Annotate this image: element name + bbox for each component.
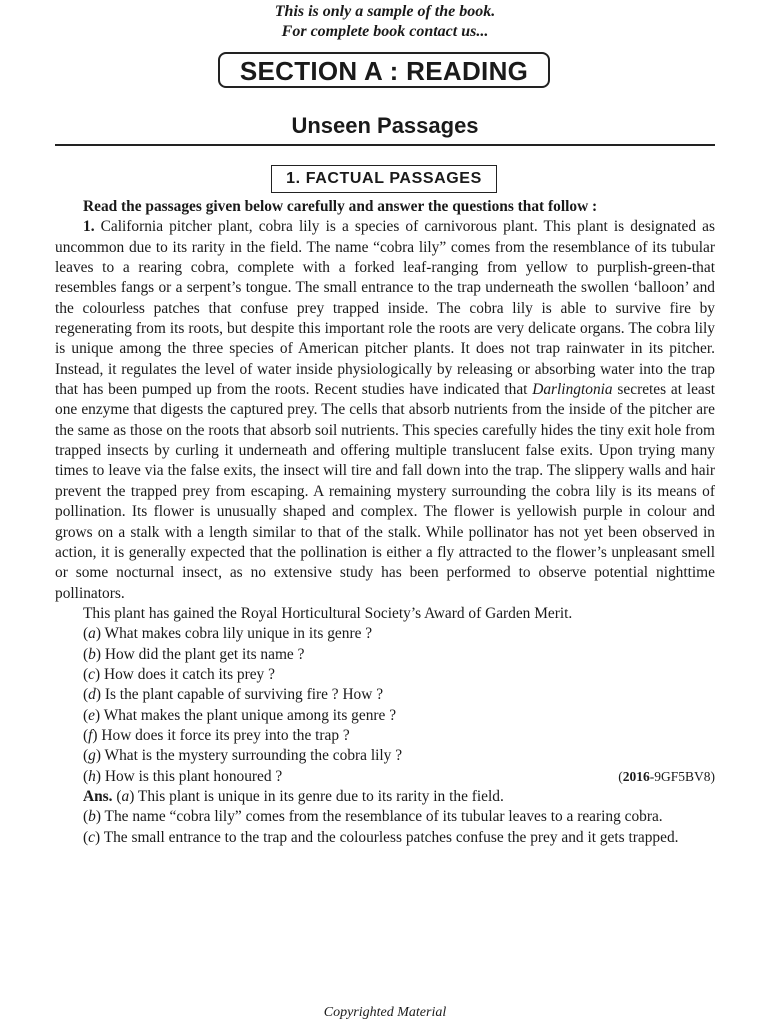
answer-text: The name “cobra lily” comes from the resemblance of its tubular leaves to a rearing cobra. <box>100 808 663 826</box>
question-e: (e) What makes the plant unique among its genre ? <box>83 706 397 724</box>
answer-letter: a <box>121 787 130 805</box>
answer-c: (c) The small entrance to the trap and the colourless patches confuse the prey and it gets trapped. <box>83 828 679 846</box>
question-code-year: 2016 <box>622 768 650 784</box>
document-body <box>55 197 715 848</box>
question-code: (2016-9GF5BV8) <box>618 768 715 784</box>
question-text: Is the plant capable of surviving fire ? How ? <box>100 686 384 704</box>
question-b: (b) How did the plant get its name ? <box>83 645 305 663</box>
question-text: How does it force its prey into the trap ? <box>97 726 350 744</box>
question-text: What is the mystery surrounding the cobra lily ? <box>100 747 403 765</box>
answer-b: (b) The name “cobra lily” comes from the resemblance of its tubular leaves to a rearing cobra. <box>83 808 663 826</box>
question-letter: a <box>88 625 96 643</box>
answer-letter: b <box>88 808 96 826</box>
passage-paragraph <box>55 217 715 604</box>
question-code-id: -9GF5BV8 <box>649 768 711 784</box>
question-text: How did the plant get its name ? <box>100 645 305 663</box>
divider <box>55 144 715 146</box>
sample-notice-line1: This is only a sample of the book. <box>274 3 496 20</box>
question-a: (a) What makes cobra lily unique in its genre ? <box>83 625 373 643</box>
answer-a: Ans. (a) This plant is unique in its genre due to its rarity in the field. <box>83 787 504 805</box>
question-g: (g) What is the mystery surrounding the cobra lily ? <box>83 747 403 765</box>
question-letter: f <box>88 726 93 744</box>
question-c: (c) How does it catch its prey ? <box>83 665 275 683</box>
page-subtitle: Unseen Passages <box>291 113 479 138</box>
passage-number: 1. <box>83 218 95 236</box>
question-text: How does it catch its prey ? <box>100 665 275 683</box>
passage-italic-term: Darlingtonia <box>532 381 613 399</box>
question-letter: b <box>88 645 96 663</box>
question-letter: g <box>88 747 96 765</box>
question-h: (h) How is this plant honoured ? (2016-9GF5BV8) <box>55 767 715 787</box>
subsection-title: 1. FACTUAL PASSAGES <box>271 165 497 193</box>
passage-closing: This plant has gained the Royal Horticultural Society’s Award of Garden Merit. <box>83 604 573 622</box>
section-title: SECTION A : READING <box>218 52 550 88</box>
instruction-text: Read the passages given below carefully and answer the questions that follow : <box>83 198 598 215</box>
question-text: What makes cobra lily unique in its genre ? <box>100 625 373 643</box>
question-f: (f) How does it force its prey into the trap ? <box>83 726 350 744</box>
answer-text: The small entrance to the trap and the colourless patches confuse the prey and it gets trapped. <box>100 828 679 846</box>
question-letter: c <box>88 665 95 683</box>
question-letter: h <box>88 767 96 785</box>
answer-label: Ans. <box>83 787 113 805</box>
sample-notice-line2: For complete book contact us... <box>281 23 489 40</box>
copyright-footer: Copyrighted Material <box>323 1005 447 1020</box>
question-d: (d) Is the plant capable of surviving fire ? How ? <box>83 686 384 704</box>
question-text: What makes the plant unique among its genre ? <box>100 706 397 724</box>
answer-letter: c <box>88 828 95 846</box>
passage-text-part2: secretes at least one enzyme that digests the captured prey. The cells that absorb nutrients from the inside of the pitcher are the same as those on the roots that absorb soil nutrients. This species carefully hides the tiny exit hole from trapped insects by curling it underneath and offering multiple translucent false exits. Upon trying many times to leave via the false exits, the insect will tire and fall down into the trap. The slippery walls and hair prevent the trapped prey from escaping. A remaining mystery surrounding the cobra lily is its means of pollination. Its flower is unusually shaped and complex. The flower is yellowish purple in colour and grows on a stalk with a length similar to that of the stalk. While pollinator has not yet been observed in action, it is generally expected that the pollination is either a fly attracted to the flower’s unpleasant smell or some nocturnal insect, as no extensive study has been performed to observe potential nighttime pollinators. <box>55 381 716 602</box>
question-letter: e <box>88 706 95 724</box>
question-letter: d <box>88 686 96 704</box>
question-text: How is this plant honoured ? <box>100 767 283 785</box>
answer-text: This plant is unique in its genre due to its rarity in the field. <box>134 787 504 805</box>
passage-text-part1: California pitcher plant, cobra lily is a species of carnivorous plant. This plant is designated as uncommon due to its rarity in the field. The name “cobra lily” comes from the resemblance of its tubular leaves to a rearing cobra, complete with a forked leaf-ranging from yellow to purplish-green-that resembles fangs or a serpent’s tongue. The small entrance to the trap underneath the swollen ‘balloon’ and the colourless patches that confuse prey trapped inside. The cobra lily is able to survive fire by regenerating from its roots, but despite this important role the roots are very delicate organs. The cobra lily is unique among the three species of American pitcher plants. It does not trap rainwater in its pitcher. Instead, it regulates the level of water inside physiologically by releasing or absorbing water into the trap that has been pumped up from the roots. Recent studies have indicated that <box>55 218 715 399</box>
